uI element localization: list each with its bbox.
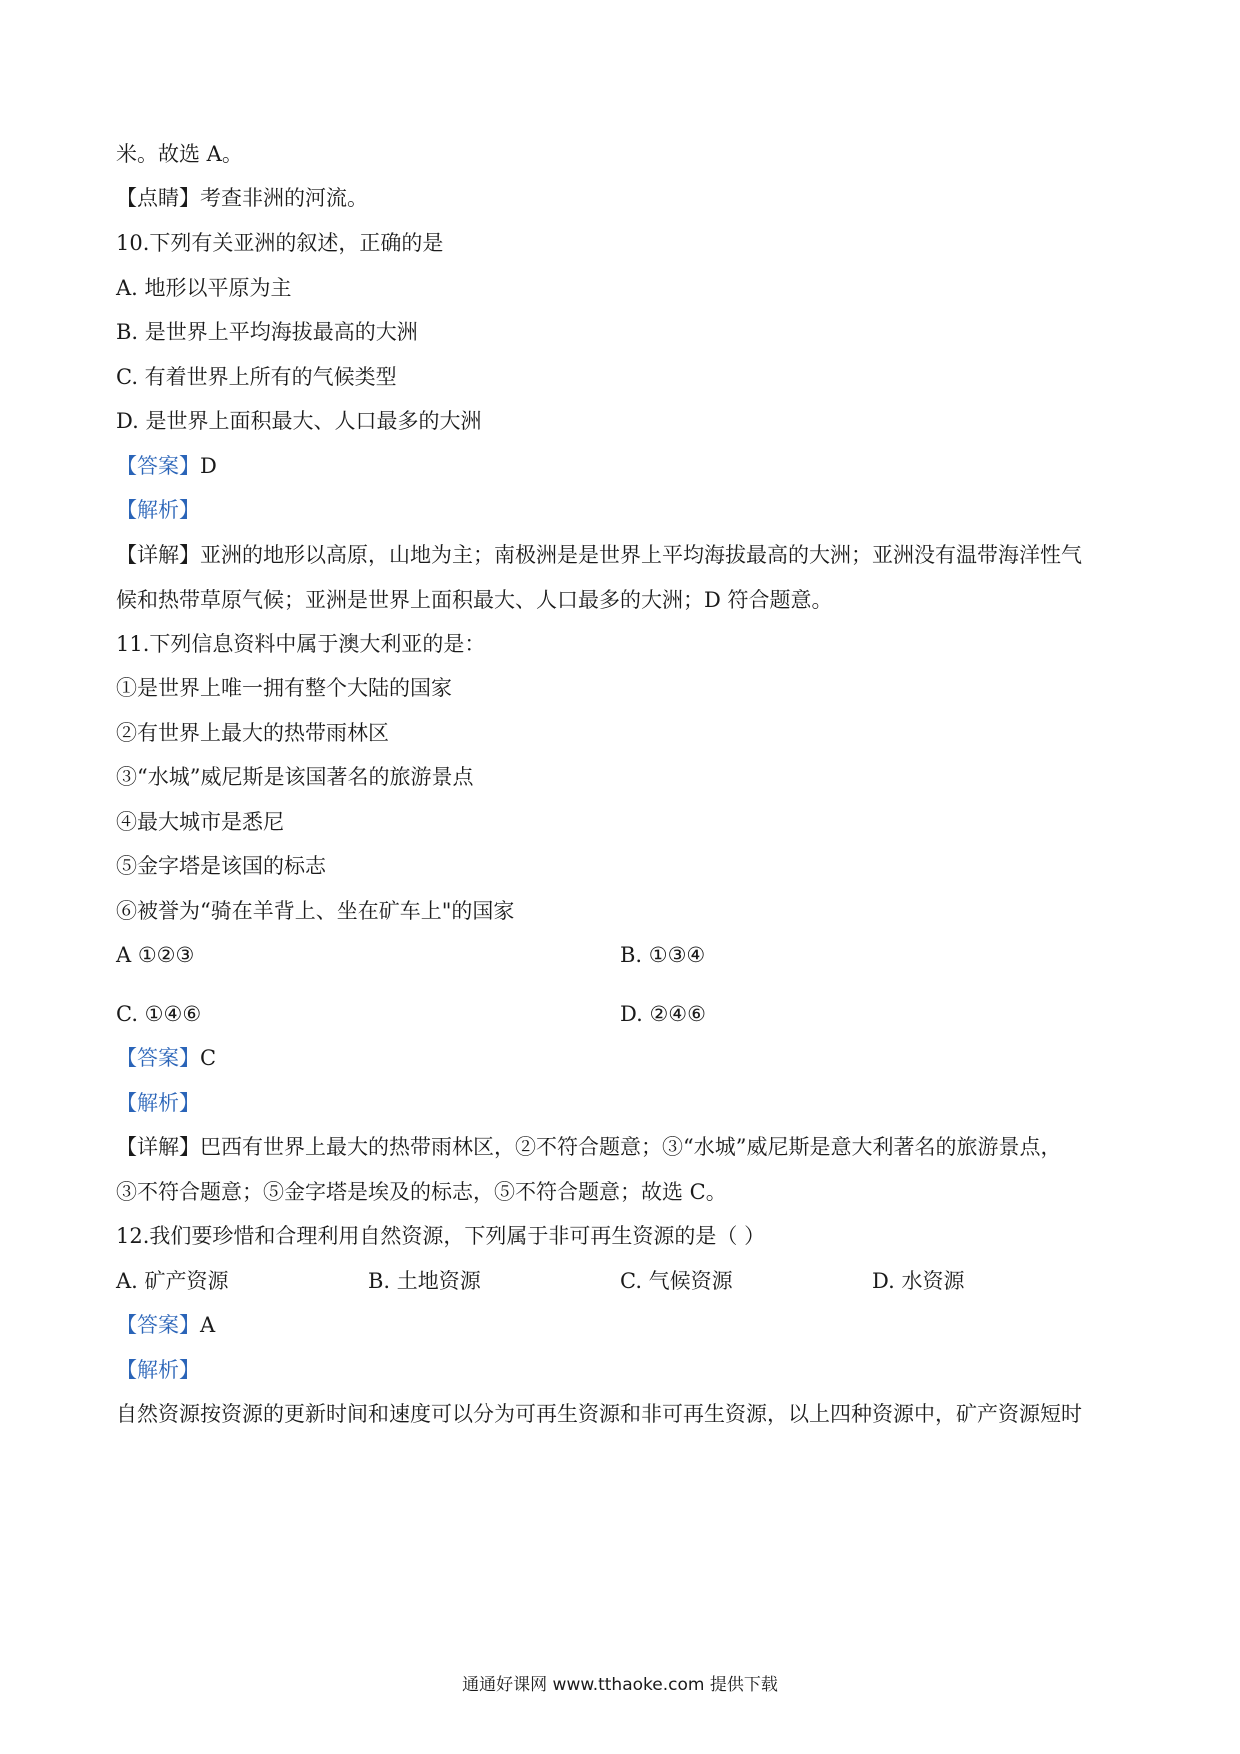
- analysis-tag: 【解析】: [116, 498, 200, 522]
- option-c: C. 气候资源: [620, 1269, 733, 1293]
- answer-line: [116, 1311, 215, 1339]
- info-item: ⑥被誉为“骑在羊背上、坐在矿车上"的国家: [116, 899, 515, 923]
- option-c: C. 有着世界上所有的气候类型: [116, 365, 397, 389]
- detail-line: 【详解】巴西有世界上最大的热带雨林区，②不符合题意；③“水城”威尼斯是意大利著名的旅游景点，: [116, 1135, 1062, 1159]
- info-item: ①是世界上唯一拥有整个大陆的国家: [116, 676, 452, 700]
- detail-line: ③不符合题意；⑤金字塔是埃及的标志，⑤不符合题意；故选 C。: [116, 1180, 727, 1204]
- answer-tag: 【答案】: [116, 1046, 200, 1070]
- info-item: ⑤金字塔是该国的标志: [116, 854, 326, 878]
- answer-line: [116, 452, 217, 480]
- text-line: 自然资源按资源的更新时间和速度可以分为可再生资源和非可再生资源，以上四种资源中，矿产资源短时: [116, 1402, 1082, 1426]
- info-item: ③“水城”威尼斯是该国著名的旅游景点: [116, 765, 474, 789]
- answer-tag: 【答案】: [116, 454, 200, 478]
- option-a: A. 地形以平原为主: [116, 276, 292, 300]
- detail-line: 候和热带草原气候；亚洲是世界上面积最大、人口最多的大洲；D 符合题意。: [116, 588, 833, 612]
- answer-value: C: [200, 1046, 217, 1070]
- option-a: A. 矿产资源: [116, 1269, 229, 1293]
- option-b: B. 是世界上平均海拔最高的大洲: [116, 320, 418, 344]
- option-d: D. ②④⑥: [620, 1002, 706, 1026]
- analysis-tag: 【解析】: [116, 1091, 200, 1115]
- page-footer: 通通好课网 www.tthaoke.com 提供下载: [462, 1675, 778, 1695]
- option-b: B. ①③④: [620, 943, 706, 967]
- analysis-tag: 【解析】: [116, 1358, 200, 1382]
- answer-value: A: [200, 1313, 216, 1337]
- question-11: 11.下列信息资料中属于澳大利亚的是：: [116, 632, 486, 656]
- answer-line: [116, 1044, 216, 1072]
- option-c: C. ①④⑥: [116, 1002, 202, 1026]
- option-a: A ①②③: [116, 943, 195, 967]
- info-item: ②有世界上最大的热带雨林区: [116, 721, 389, 745]
- tip-line: 【点睛】考查非洲的河流。: [116, 186, 368, 210]
- text-line: 米。故选 A。: [116, 142, 243, 166]
- option-d: D. 水资源: [872, 1269, 965, 1293]
- question-10: 10.下列有关亚洲的叙述，正确的是: [116, 231, 444, 255]
- question-12: 12.我们要珍惜和合理利用自然资源，下列属于非可再生资源的是（ ）: [116, 1224, 766, 1248]
- detail-line: 【详解】亚洲的地形以高原，山地为主；南极洲是是世界上平均海拔最高的大洲；亚洲没有温带海洋性气: [116, 543, 1082, 567]
- option-d: D. 是世界上面积最大、人口最多的大洲: [116, 409, 482, 433]
- info-item: ④最大城市是悉尼: [116, 810, 284, 834]
- answer-tag: 【答案】: [116, 1313, 200, 1337]
- option-b: B. 土地资源: [368, 1269, 481, 1293]
- answer-value: D: [200, 454, 217, 478]
